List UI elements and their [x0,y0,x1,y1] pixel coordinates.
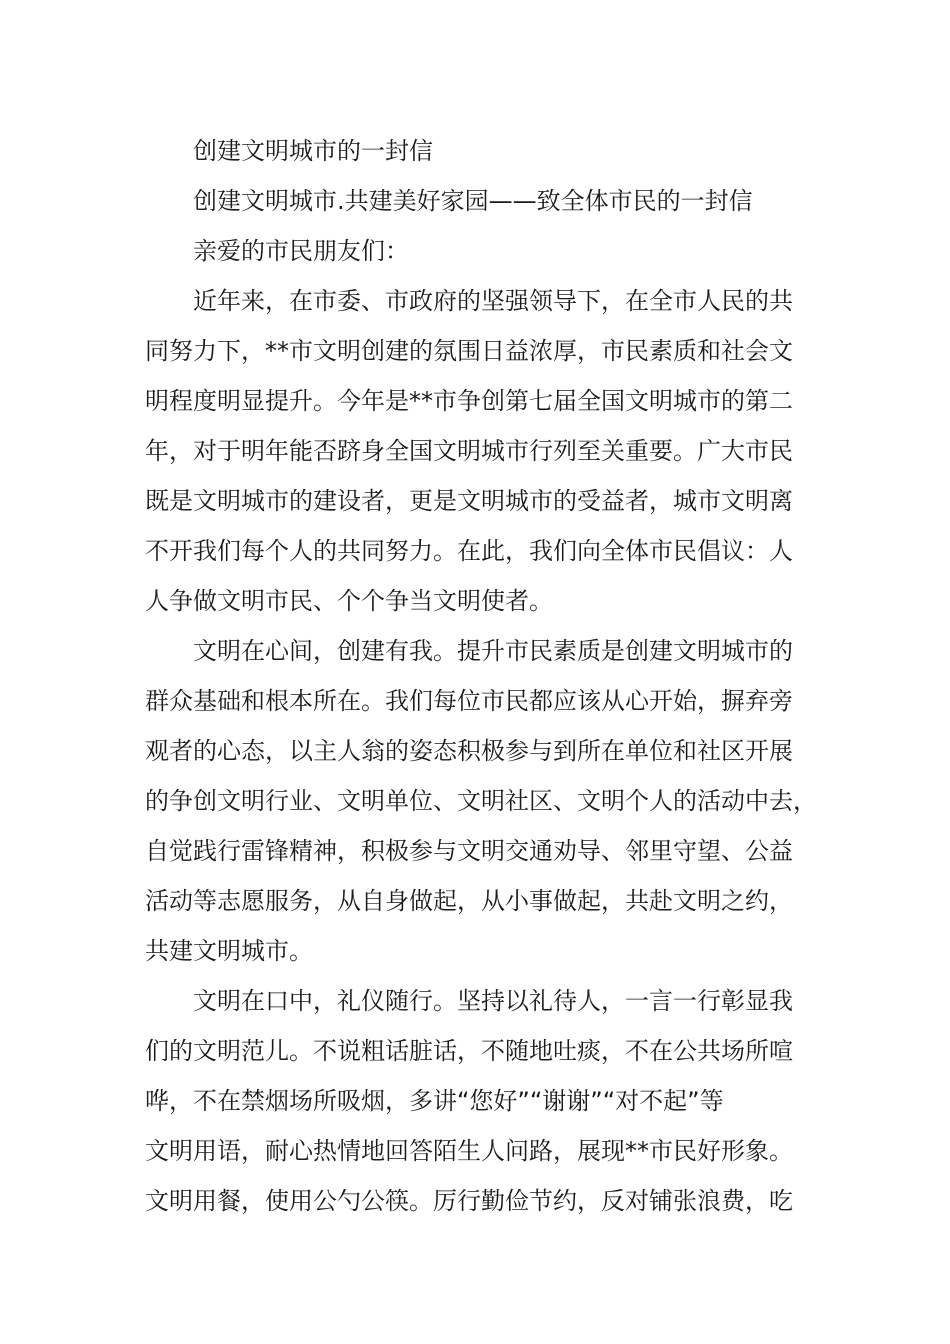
body-line: 群众基础和根本所在。我们每位市民都应该从心开始，摒弃旁 [145,687,793,715]
body-line: 年，对于明年能否跻身全国文明城市行列至关重要。广大市民 [145,437,793,465]
body-line: 文明用餐，使用公勺公筷。厉行勤俭节约，反对铺张浪费，吃 [145,1187,793,1215]
body-line: 自觉践行雷锋精神，积极参与文明交通劝导、邻里守望、公益 [145,837,793,865]
body-line: 明程度明显提升。今年是**市争创第七届全国文明城市的第二 [145,387,793,415]
body-line: 共建文明城市。 [145,937,313,965]
body-line: 观者的心态，以主人翁的姿态积极参与到所在单位和社区开展 [145,737,793,765]
body-line: 人争做文明市民、个个争当文明使者。 [145,587,553,615]
body-line: 哗，不在禁烟场所吸烟，多讲“您好”“谢谢”“对不起”等 [145,1087,724,1115]
body-line: 近年来，在市委、市政府的坚强领导下，在全市人民的共 [193,287,793,315]
salutation: 亲爱的市民朋友们： [193,237,409,265]
body-line: 文明用语，耐心热情地回答陌生人问路，展现**市民好形象。 [145,1137,793,1165]
body-line: 文明在心间，创建有我。提升市民素质是创建文明城市的 [193,637,793,665]
body-line: 同努力下，**市文明创建的氛围日益浓厚，市民素质和社会文 [145,337,793,365]
body-line: 活动等志愿服务，从自身做起，从小事做起，共赴文明之约， [145,887,793,915]
body-line: 不开我们每个人的共同努力。在此，我们向全体市民倡议：人 [145,537,793,565]
document-title: 创建文明城市的一封信 [193,137,433,165]
body-line: 既是文明城市的建设者，更是文明城市的受益者，城市文明离 [145,487,793,515]
body-line: 文明在口中，礼仪随行。坚持以礼待人，一言一行彰显我 [193,987,793,1015]
document-subtitle: 创建文明城市.共建美好家园——致全体市民的一封信 [193,187,753,215]
body-line: 们的文明范儿。不说粗话脏话，不随地吐痰，不在公共场所喧 [145,1037,793,1065]
body-line: 的争创文明行业、文明单位、文明社区、文明个人的活动中去， [145,787,817,815]
